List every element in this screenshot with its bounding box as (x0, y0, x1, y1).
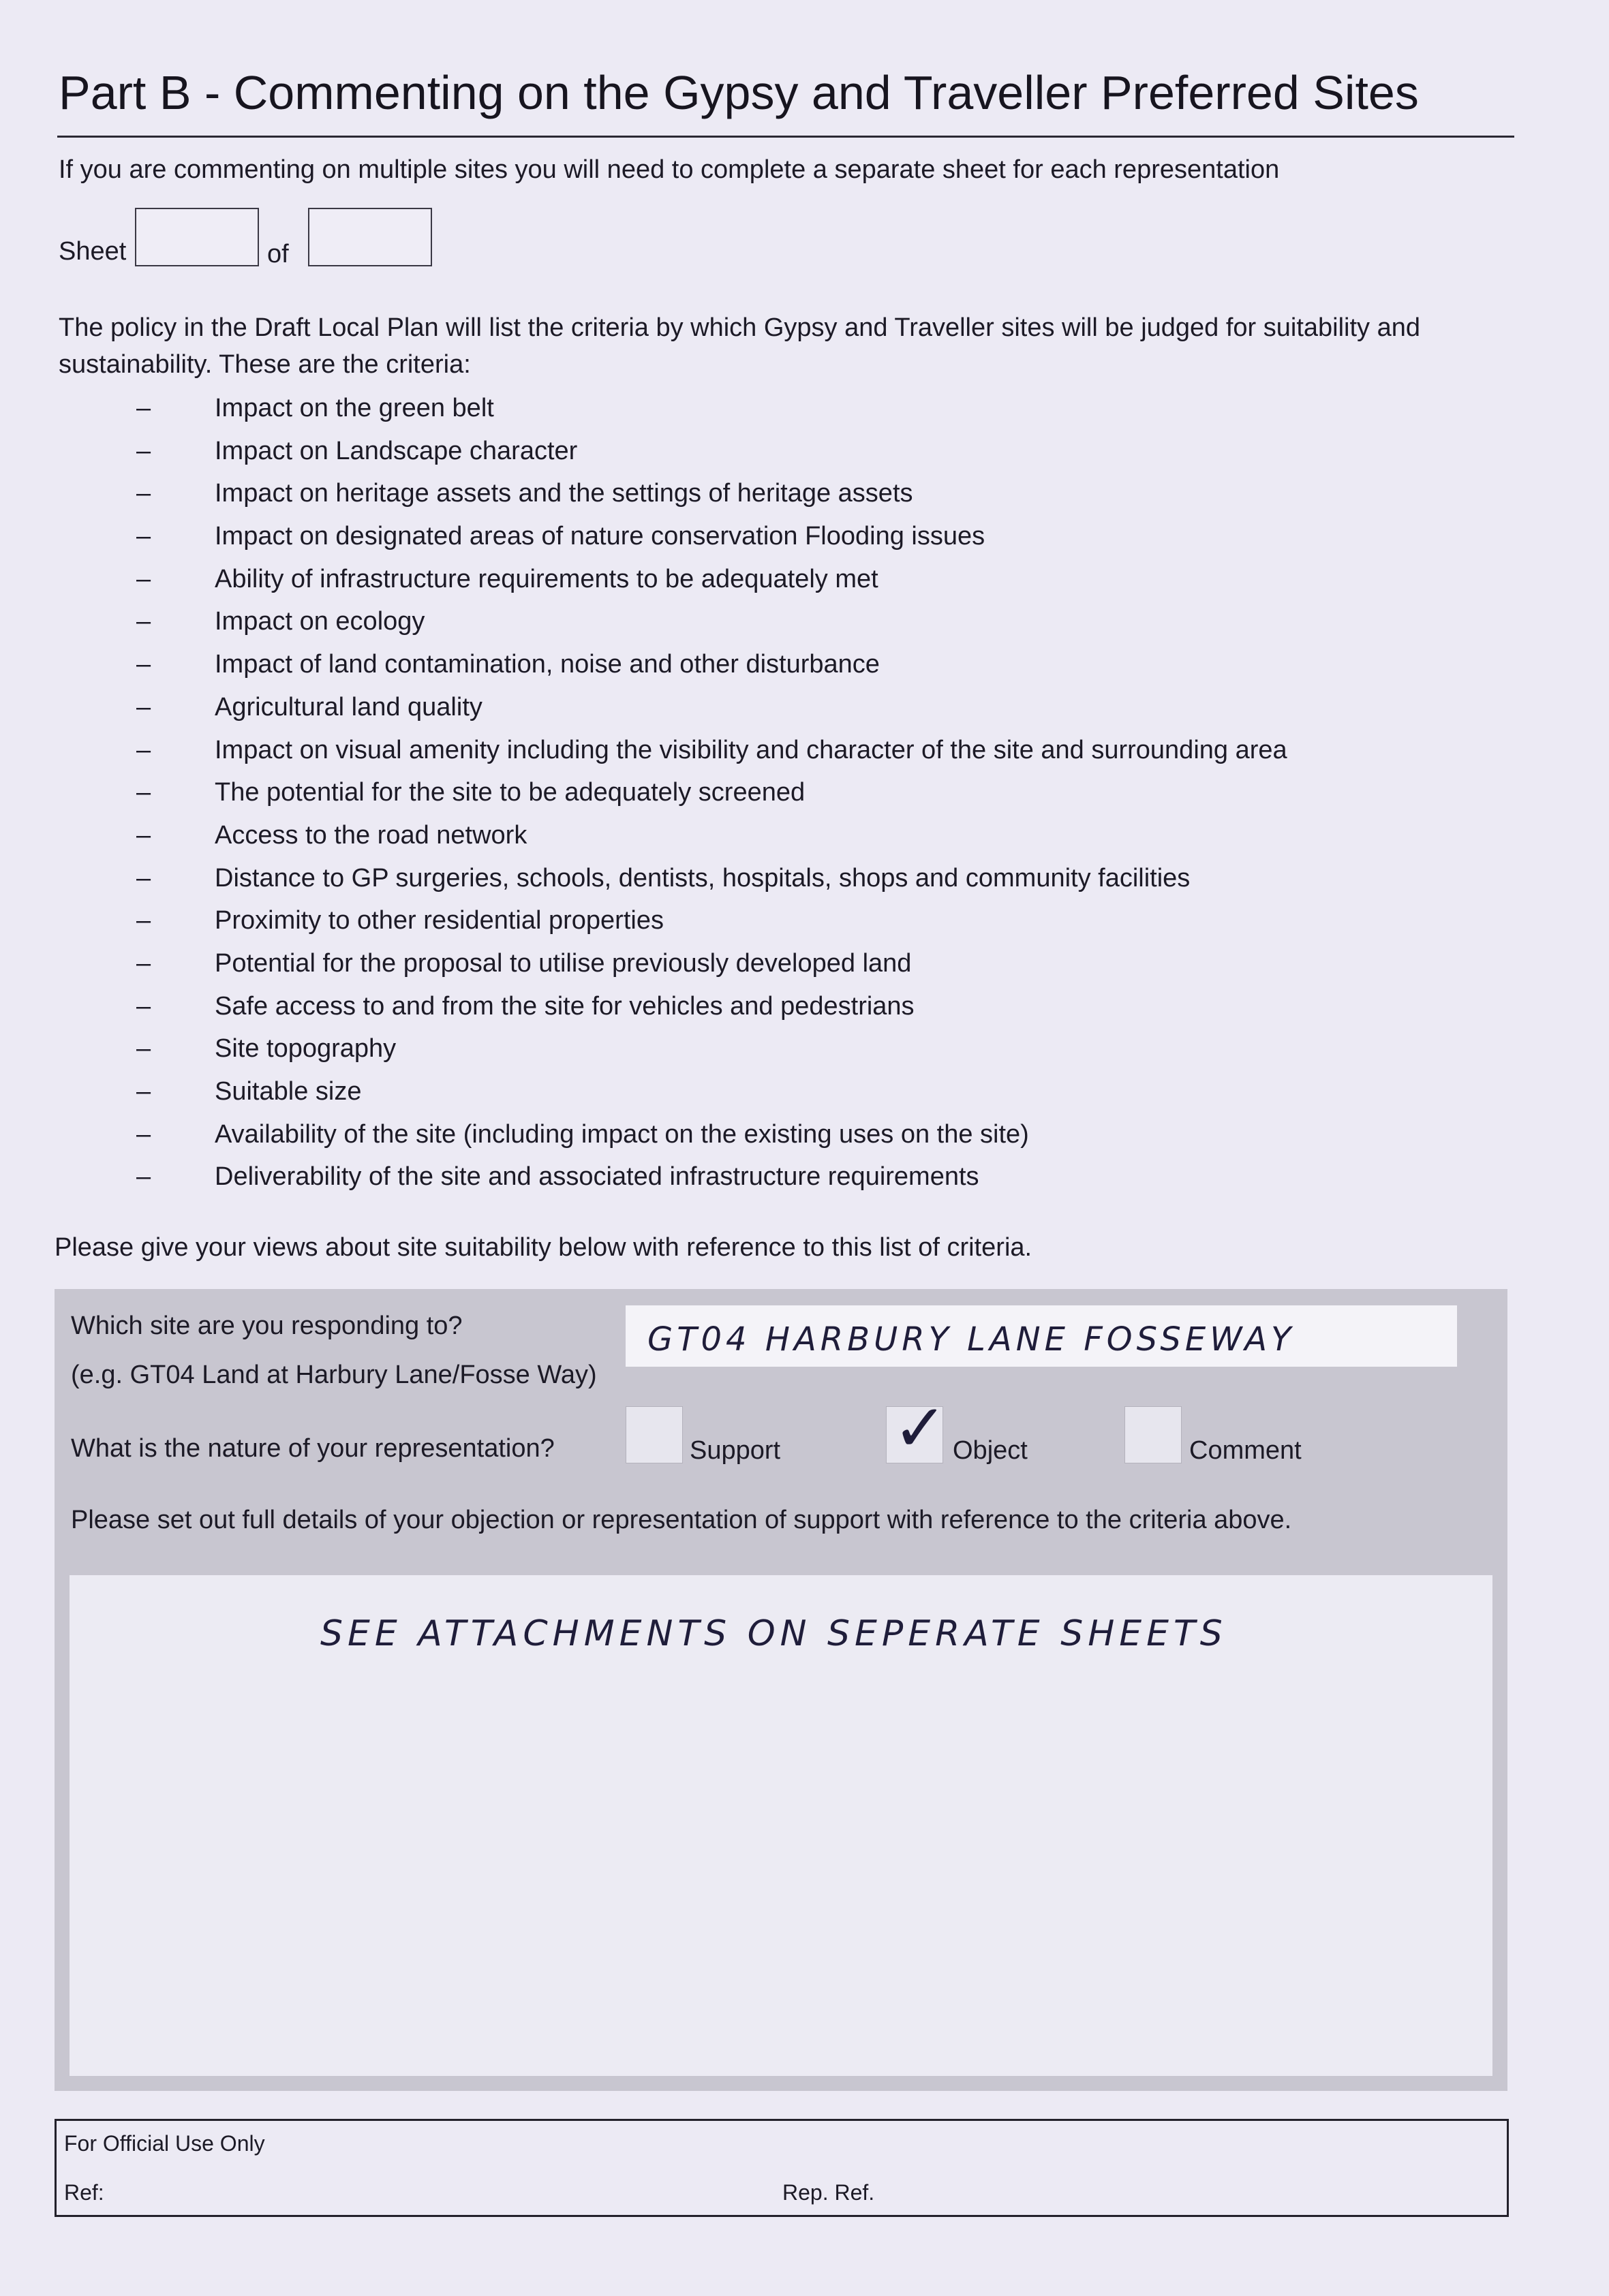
sheet-of-label: of (267, 240, 289, 268)
checkmark-icon: ✓ (893, 1390, 948, 1466)
criteria-item: – Proximity to other residential properties (136, 899, 1287, 942)
comment-checkbox[interactable] (1124, 1406, 1182, 1463)
comment-label: Comment (1189, 1436, 1302, 1465)
criteria-item: – Impact on the green belt (136, 387, 1287, 430)
site-question-label: Which site are you responding to? (71, 1312, 463, 1340)
object-label: Object (953, 1436, 1028, 1465)
intro-text: If you are commenting on multiple sites you will need to complete a separate sheet for each representation (59, 155, 1280, 184)
criteria-item: – Impact on visual amenity including the visibility and character of the site and surrounding area (136, 729, 1287, 772)
criteria-item: – Suitable size (136, 1070, 1287, 1113)
criteria-item: – Impact on designated areas of nature conservation Flooding issues (136, 515, 1287, 558)
official-use-title: For Official Use Only (64, 2131, 265, 2156)
official-ref-label: Ref: (64, 2180, 104, 2205)
criteria-item: – Impact on ecology (136, 600, 1287, 643)
views-instruction: Please give your views about site suitability below with reference to this list of criteria. (55, 1233, 1032, 1262)
criteria-item: – Deliverability of the site and associated infrastructure requirements (136, 1155, 1287, 1198)
title-divider (57, 136, 1514, 138)
criteria-item: – Potential for the proposal to utilise previously developed land (136, 942, 1287, 985)
criteria-item: – Impact on Landscape character (136, 430, 1287, 473)
criteria-item: – Impact of land contamination, noise and other disturbance (136, 643, 1287, 686)
criteria-item: – Ability of infrastructure requirements to be adequately met (136, 558, 1287, 601)
criteria-item: – Impact on heritage assets and the settings of heritage assets (136, 472, 1287, 515)
official-use-box (55, 2119, 1509, 2217)
site-answer-handwriting: GT04 HARBURY LANE FOSSEWAY (647, 1320, 1296, 1359)
criteria-item: – Availability of the site (including impact on the existing uses on the site) (136, 1113, 1287, 1156)
page-title: Part B - Commenting on the Gypsy and Traveller Preferred Sites (59, 66, 1419, 119)
nature-question: What is the nature of your representation? (71, 1434, 555, 1463)
sheet-total-field[interactable] (308, 208, 432, 266)
criteria-item: – Access to the road network (136, 814, 1287, 857)
criteria-item: – Site topography (136, 1027, 1287, 1070)
site-question (71, 1301, 597, 1399)
criteria-item: – The potential for the site to be adequately screened (136, 771, 1287, 814)
site-question-example: (e.g. GT04 Land at Harbury Lane/Fosse Way) (71, 1361, 597, 1389)
sheet-number-field[interactable] (135, 208, 259, 266)
criteria-item: – Safe access to and from the site for vehicles and pedestrians (136, 985, 1287, 1028)
support-checkbox[interactable] (626, 1406, 683, 1463)
criteria-item: – Agricultural land quality (136, 686, 1287, 729)
support-label: Support (690, 1436, 781, 1465)
official-rep-ref-label: Rep. Ref. (782, 2180, 875, 2205)
details-handwriting: SEE ATTACHMENTS ON SEPERATE SHEETS (320, 1613, 1227, 1654)
sheet-label: Sheet (59, 237, 127, 266)
details-question: Please set out full details of your objection or representation of support with reference to the criteria above. (71, 1506, 1292, 1534)
policy-text: The policy in the Draft Local Plan will list the criteria by which Gypsy and Traveller sites will be judged for suitability and sustainability. These are the criteria: (59, 313, 1421, 379)
criteria-list (136, 387, 1287, 1198)
criteria-item: – Distance to GP surgeries, schools, dentists, hospitals, shops and community facilities (136, 857, 1287, 900)
